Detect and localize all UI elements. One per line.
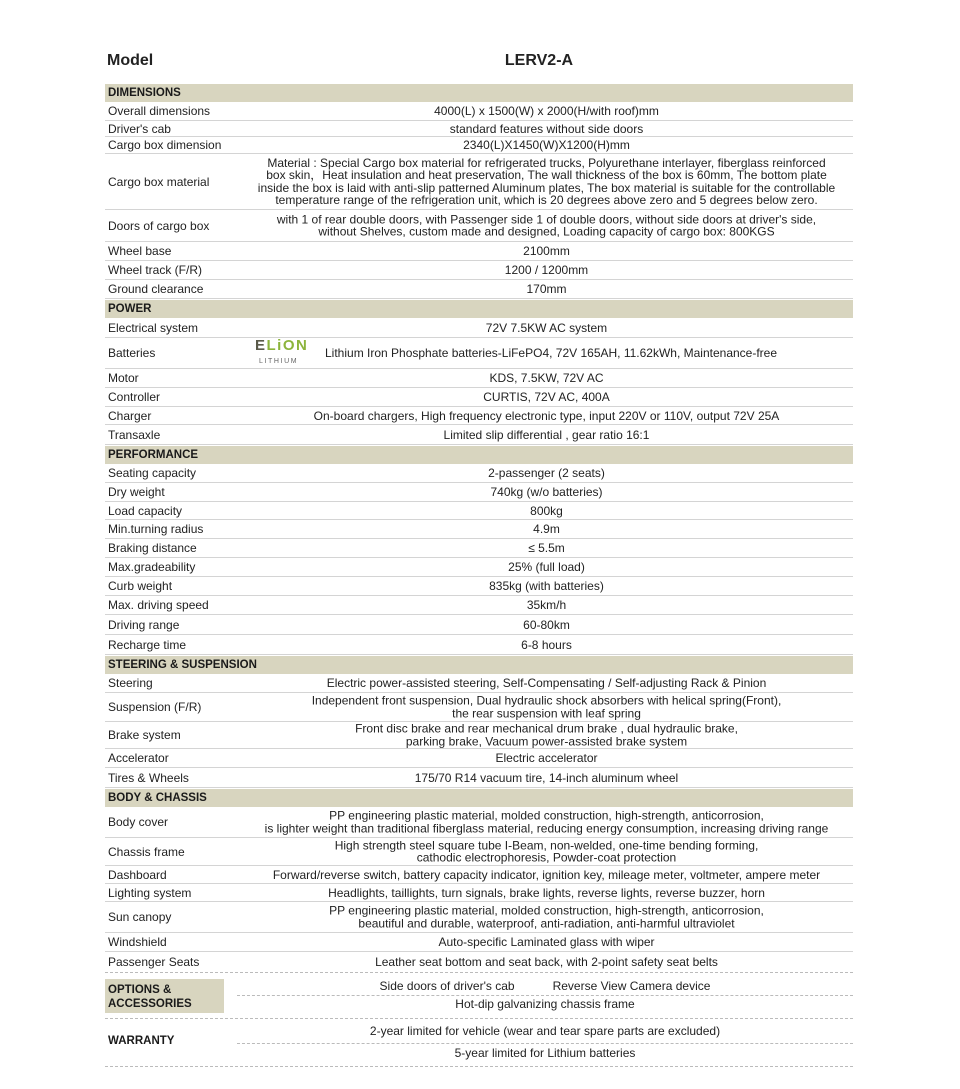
spec-label: Batteries xyxy=(108,345,156,360)
spec-label: Dashboard xyxy=(108,867,167,882)
spec-label: Seating capacity xyxy=(108,465,197,480)
spec-row-steering xyxy=(105,674,853,693)
spec-row-suspension xyxy=(105,693,853,722)
spec-row-charger xyxy=(105,407,853,425)
spec-value: 72V 7.5KW AC system xyxy=(485,320,608,335)
spec-label: Transaxle xyxy=(108,427,161,442)
spec-value: PP engineering plastic material, molded construction, high-strength, anticorrosion, is lighter weight than traditional fiberglass material, reducing energy consumption, increasing driving range xyxy=(264,808,829,835)
spec-row-wheel-track xyxy=(105,261,853,280)
spec-label: Electrical system xyxy=(108,320,199,335)
section-power: POWER xyxy=(105,300,853,318)
spec-value: 2100mm xyxy=(523,243,570,258)
spec-value: High strength steel square tube I-Beam, non-welded, one-time bending forming, cathodic electrophoresis, Powder-coat protection xyxy=(334,838,759,865)
spec-label: Load capacity xyxy=(108,503,183,518)
logo-subtitle: LITHIUM xyxy=(259,358,299,365)
spec-value: 4000(L) x 1500(W) x 2000(H/with roof)mm xyxy=(434,103,659,118)
spec-label: Lighting system xyxy=(108,885,192,900)
spec-value: Leather seat bottom and seat back, with 2-point safety seat belts xyxy=(375,954,718,969)
spec-value: Lithium Iron Phosphate batteries-LiFePO4, 72V 165AH, 11.62kWh, Maintenance-free xyxy=(325,345,778,360)
spec-label: Curb weight xyxy=(108,578,173,593)
spec-label: Cargo box dimension xyxy=(108,137,222,152)
model-label: Model xyxy=(107,52,154,69)
spec-label: Recharge time xyxy=(108,637,187,652)
spec-row-drivers-cab xyxy=(105,121,853,137)
spec-row-tires-wheels xyxy=(105,768,853,788)
spec-label: Wheel base xyxy=(108,243,172,258)
spec-value: Electric power-assisted steering, Self-Compensating / Self-adjusting Rack & Pinion xyxy=(326,675,767,690)
spec-label: Controller xyxy=(108,389,161,404)
spec-row-windshield xyxy=(105,933,853,952)
section-performance: PERFORMANCE xyxy=(105,446,853,464)
warranty-item: 2-year limited for vehicle (wear and tear spare parts are excluded) xyxy=(369,1024,721,1038)
spec-row-load-capacity xyxy=(105,502,853,520)
spec-value: ≤ 5.5m xyxy=(528,540,565,555)
warranty-row-2 xyxy=(237,1044,853,1062)
warranty-label: WARRANTY xyxy=(108,1035,175,1047)
spec-row-batteries xyxy=(105,338,853,369)
spec-row-electrical-system xyxy=(105,318,853,338)
spec-row-motor xyxy=(105,369,853,388)
spec-label: Wheel track (F/R) xyxy=(108,262,203,277)
spec-value: 60-80km xyxy=(523,617,570,632)
option-item: Side doors of driver's cab xyxy=(379,979,515,993)
spec-label: Body cover xyxy=(108,814,169,829)
spec-value: 1200 / 1200mm xyxy=(504,262,589,277)
spec-value: Independent front suspension, Dual hydraulic shock absorbers with helical spring(Front), the rear suspension with leaf spring xyxy=(311,693,782,720)
model-code: LERV2-A xyxy=(504,52,574,69)
spec-label: Passenger Seats xyxy=(108,954,200,969)
warranty-row-1 xyxy=(237,1022,853,1040)
spec-row-passenger-seats xyxy=(105,952,853,971)
spec-label: Min.turning radius xyxy=(108,521,204,536)
spec-row-dashboard xyxy=(105,866,853,884)
spec-row-wheel-base xyxy=(105,242,853,261)
options-row-1 xyxy=(237,977,853,995)
spec-row-cargo-box-material xyxy=(105,154,853,210)
spec-value: 4.9m xyxy=(533,521,560,536)
spec-value: Material : Special Cargo box material for refrigerated trucks, Polyurethane interlayer, fiberglass reinforced box skin，Heat insulation and heat preservation, The wall thickness of the box is 60mm, The bottom plate inside the box is laid with anti-slip patterned Aluminum plates, The box material is suitable for the controllable temperature range of the refrigeration unit, which is 20 degrees above zero and 5 degrees below zero. xyxy=(257,155,836,207)
spec-label: Driving range xyxy=(108,617,180,632)
divider xyxy=(105,1066,853,1067)
spec-row-seating-capacity xyxy=(105,464,853,483)
spec-value: PP engineering plastic material, molded construction, high-strength, anticorrosion, beautiful and durable, waterproof, anti-radiation, anti-harmful ultraviolet xyxy=(329,903,764,930)
spec-label: Motor xyxy=(108,370,139,385)
logo-wordmark: ELiON xyxy=(255,337,309,354)
option-item: Hot-dip galvanizing chassis frame xyxy=(455,997,635,1011)
spec-label: Steering xyxy=(108,675,153,690)
options-row-2 xyxy=(237,995,853,1013)
spec-value: 800kg xyxy=(530,503,563,518)
spec-row-accelerator xyxy=(105,749,853,768)
spec-row-transaxle xyxy=(105,425,853,445)
spec-label: Cargo box material xyxy=(108,174,210,189)
spec-row-recharge-time xyxy=(105,635,853,655)
spec-label: Overall dimensions xyxy=(108,103,211,118)
spec-label: Dry weight xyxy=(108,484,165,499)
logo-wordmark-accent: LiON xyxy=(266,337,309,354)
section-body-chassis: BODY & CHASSIS xyxy=(105,789,853,807)
spec-label: Braking distance xyxy=(108,540,197,555)
spec-value: 35km/h xyxy=(526,597,567,612)
spec-label: Accelerator xyxy=(108,750,169,765)
spec-value: Auto-specific Laminated glass with wiper xyxy=(438,934,655,949)
spec-row-braking-distance xyxy=(105,539,853,558)
spec-row-lighting-system xyxy=(105,884,853,902)
option-item: Reverse View Camera device xyxy=(552,979,711,993)
spec-row-brake-system xyxy=(105,722,853,749)
divider xyxy=(105,1018,853,1019)
warranty-item: 5-year limited for Lithium batteries xyxy=(454,1046,636,1060)
spec-row-overall-dimensions xyxy=(105,102,853,121)
spec-value: 2340(L)X1450(W)X1200(H)mm xyxy=(463,137,630,152)
spec-value: 25% (full load) xyxy=(508,559,585,574)
spec-value: 740kg (w/o batteries) xyxy=(490,484,603,499)
spec-row-chassis-frame xyxy=(105,838,853,866)
spec-value: CURTIS, 72V AC, 400A xyxy=(483,389,610,404)
spec-label: Brake system xyxy=(108,727,181,742)
spec-row-dry-weight xyxy=(105,483,853,502)
spec-value: 6-8 hours xyxy=(521,637,572,652)
spec-value: 2-passenger (2 seats) xyxy=(488,465,605,480)
spec-label: Chassis frame xyxy=(108,844,185,859)
spec-label: Charger xyxy=(108,408,152,423)
spec-value: Electric accelerator xyxy=(495,750,598,765)
spec-value: Limited slip differential , gear ratio 16:1 xyxy=(443,427,650,442)
model-header xyxy=(105,52,853,74)
divider xyxy=(105,972,853,973)
spec-label: Windshield xyxy=(108,934,167,949)
spec-value: with 1 of rear double doors, with Passenger side 1 of double doors, without side doors at driver's side, without Shelves, custom made and designed, Loading capacity of cargo box: 800KGS xyxy=(276,212,817,239)
spec-row-sun-canopy xyxy=(105,902,853,933)
section-dimensions: DIMENSIONS xyxy=(105,84,853,102)
spec-row-gradeability xyxy=(105,558,853,577)
spec-label: Max. driving speed xyxy=(108,597,209,612)
spec-row-ground-clearance xyxy=(105,280,853,299)
spec-value: On-board chargers, High frequency electronic type, input 220V or 110V, output 72V 25A xyxy=(313,408,780,423)
spec-row-driving-range xyxy=(105,615,853,635)
elion-lithium-logo xyxy=(253,337,317,366)
spec-row-driving-speed xyxy=(105,596,853,615)
section-steering-suspension: STEERING & SUSPENSION xyxy=(105,656,853,674)
spec-value: 170mm xyxy=(526,281,567,296)
spec-value: standard features without side doors xyxy=(449,121,644,136)
spec-row-controller xyxy=(105,388,853,407)
spec-row-turning-radius xyxy=(105,520,853,539)
spec-value: 835kg (with batteries) xyxy=(489,578,604,593)
spec-row-doors-of-cargo-box xyxy=(105,210,853,242)
spec-row-body-cover xyxy=(105,807,853,838)
spec-label: Tires & Wheels xyxy=(108,770,189,785)
options-label: OPTIONS & ACCESSORIES xyxy=(105,979,224,1013)
spec-value: 175/70 R14 vacuum tire, 14-inch aluminum wheel xyxy=(414,770,679,785)
spec-label: Sun canopy xyxy=(108,909,172,924)
spec-label: Ground clearance xyxy=(108,281,204,296)
spec-value: Front disc brake and rear mechanical drum brake , dual hydraulic brake, parking brake, Vacuum power-assisted brake system xyxy=(355,721,738,748)
spec-value: Headlights, taillights, turn signals, brake lights, reverse lights, reverse buzzer, horn xyxy=(328,885,765,900)
spec-row-curb-weight xyxy=(105,577,853,596)
spec-label: Suspension (F/R) xyxy=(108,699,202,714)
spec-label: Doors of cargo box xyxy=(108,218,210,233)
spec-row-cargo-box-dimension xyxy=(105,137,853,154)
spec-value: KDS, 7.5KW, 72V AC xyxy=(489,370,604,385)
spec-value: Forward/reverse switch, battery capacity indicator, ignition key, mileage meter, voltmeter, ampere meter xyxy=(272,867,821,882)
spec-label: Max.gradeability xyxy=(108,559,196,574)
spec-label: Driver's cab xyxy=(108,121,171,136)
